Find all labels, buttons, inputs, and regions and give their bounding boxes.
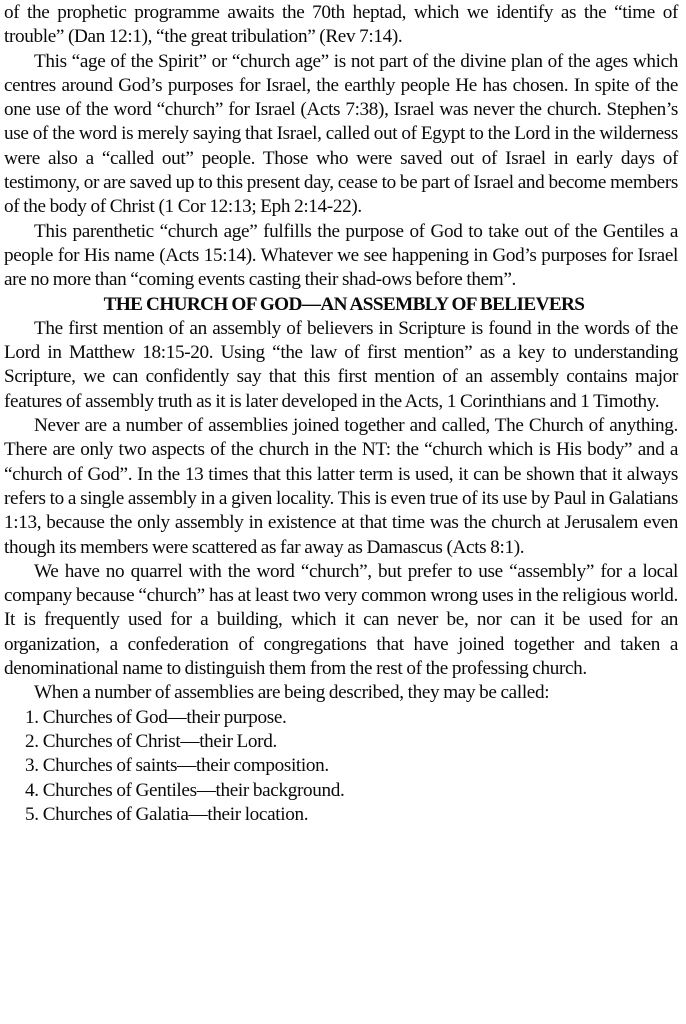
churches-list	[4, 706, 678, 827]
list-item	[4, 803, 678, 827]
list-item-number: 2.	[25, 730, 39, 752]
paragraph-continuation: of the prophetic programme awaits the 70th heptad, which we identify as the “time of trouble” (Dan 12:1), “the great tribulation” (Rev 7:14).	[4, 2, 678, 48]
list-item-number: 4.	[25, 779, 39, 801]
paragraph-church-age: This “age of the Spirit” or “church age” is not part of the divine plan of the ages which centres around God’s purposes for Israel, the earthly people He has chosen. In spite of the one use of the word “church” for Israel (Acts 7:38), Israel was never the church. Stephen’s use of the word is merely saying that Israel, called out of Egypt to the Lord in the wilderness were also a “called out” people. Those who were saved out of Israel in early days of testimony, or are saved up to this present day, cease to be part of Israel and become members of the body of Christ (1 Cor 12:13; Eph 2:14-22).	[4, 50, 678, 218]
list-item	[4, 706, 678, 730]
list-item-text: Churches of Galatia—their location.	[42, 803, 309, 825]
list-item-number: 5.	[25, 803, 39, 825]
list-item-text: Churches of Christ—their Lord.	[42, 730, 277, 752]
list-item	[4, 779, 678, 803]
paragraph-no-quarrel: We have no quarrel with the word “church”, but prefer to use “assembly” for a local company because “church” has at least two very common wrong uses in the religious world. It is frequently used for a building, which it can never be, nor can it be used for an organization, a confederation of congregations that have joined together and taken a denominational name to distinguish them from the rest of the professing church.	[4, 560, 678, 680]
list-item-number: 1.	[25, 706, 39, 728]
paragraph-parenthetic-age: This parenthetic “church age” fulfills the purpose of God to take out of the Gentiles a people for His name (Acts 15:14). Whatever we see happening in God’s purposes for Israel are no more than “coming events casting their shad-ows before them”.	[4, 220, 678, 291]
list-item-number: 3.	[25, 755, 39, 777]
paragraph-never-joined: Never are a number of assemblies joined together and called, The Church of anything. There are only two aspects of the church in the NT: the “church which is His body” and a “church of God”. In the 13 times that this latter term is used, it can be shown that it always refers to a single assembly in a given locality. This is even true of its use by Paul in Galatians 1:13, because the only assembly in existence at that time was the church at Jerusalem even though its members were scattered as far away as Damascus (Acts 8:1).	[4, 415, 678, 558]
paragraph-first-mention: The first mention of an assembly of believers in Scripture is found in the words of the Lord in Matthew 18:15-20. Using “the law of first mention” as a key to understanding Scripture, we can confidently say that this first mention of an assembly contains major features of assembly truth as it is later developed in the Acts, 1 Corinthians and 1 Timothy.	[4, 317, 678, 412]
list-item-text: Churches of God—their purpose.	[42, 706, 287, 728]
list-item	[4, 730, 678, 754]
list-item-text: Churches of Gentiles—their background.	[42, 779, 345, 801]
list-item-text: Churches of saints—their composition.	[42, 755, 329, 777]
document-page	[4, 1, 678, 827]
list-item	[4, 754, 678, 778]
paragraph-list-intro: When a number of assemblies are being described, they may be called:	[34, 682, 550, 704]
section-heading: THE CHURCH OF GOD—AN ASSEMBLY OF BELIEVERS	[103, 293, 585, 315]
